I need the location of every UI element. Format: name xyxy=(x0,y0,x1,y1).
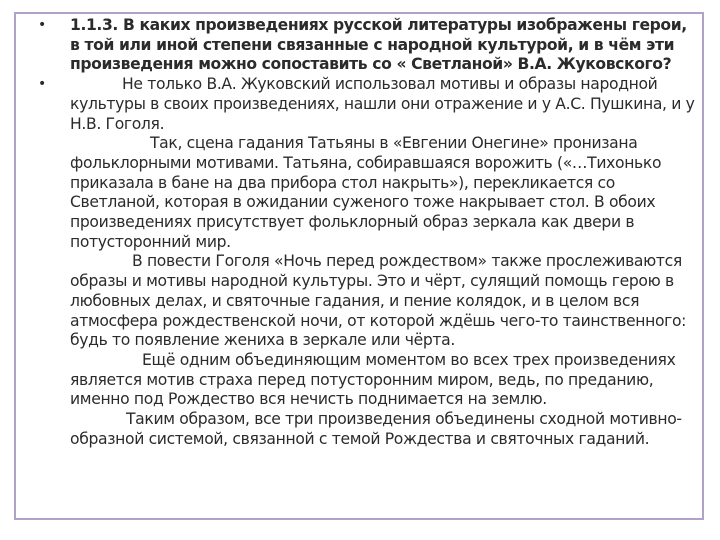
answer-paragraph-fear-motif: Ещё одним объединяющим моментом во всех трех произведениях является мотив страха перед потусторонним миром, ведь, по преданию, именно под Рождество вся нечисть поднимается на землю. xyxy=(70,350,676,409)
answer-paragraph-conclusion: Таким образом, все три произведения объединены сходной мотивно-образной системой, связанной с темой Рождества и святочных гаданий. xyxy=(70,410,682,448)
answer-paragraph-intro: Не только В.А. Жуковский использовал мотивы и образы народной культуры в своих произведениях, нашли они отражение и у А.С. Пушкина, и у Н.В. Гоголя. xyxy=(70,75,695,133)
bullet-marker: • xyxy=(38,76,46,93)
bullet-marker: • xyxy=(38,17,46,33)
answer-paragraph-gogol: В повести Гоголя «Ночь перед рождеством» также прослеживаются образы и мотивы народной культуры. Это и чёрт, сулящий помощь герою в любовных делах, и святочные гадания, и пение колядок, и в целом вся атмосфера рождественской ночи, от которой ждёшь чего-то таинственного: будь то появление жениха в зеркале или чёрта. xyxy=(70,252,687,350)
question-heading: 1.1.3. В каких произведениях русской литературы изображены герои, в той или иной степени связанные с народной культурой, и в чём эти произведения можно сопоставить со « Светланой» В.А. Жуковского? xyxy=(70,16,687,74)
bullet-question xyxy=(30,16,700,75)
slide-frame xyxy=(14,12,704,520)
slide-content xyxy=(30,16,700,449)
bullet-answer xyxy=(30,75,700,449)
answer-paragraph-pushkin: Так, сцена гадания Татьяны в «Евгении Онегине» пронизана фольклорными мотивами. Татьяна, собиравшаяся ворожить («…Тихонько приказала в бане на два прибора стол накрыть»), перекликается со Светланой, которая в ожидании суженого тоже накрывает стол. В обоих произведениях присутствует фольклорный образ зеркала как двери в потусторонний мир. xyxy=(70,134,662,251)
